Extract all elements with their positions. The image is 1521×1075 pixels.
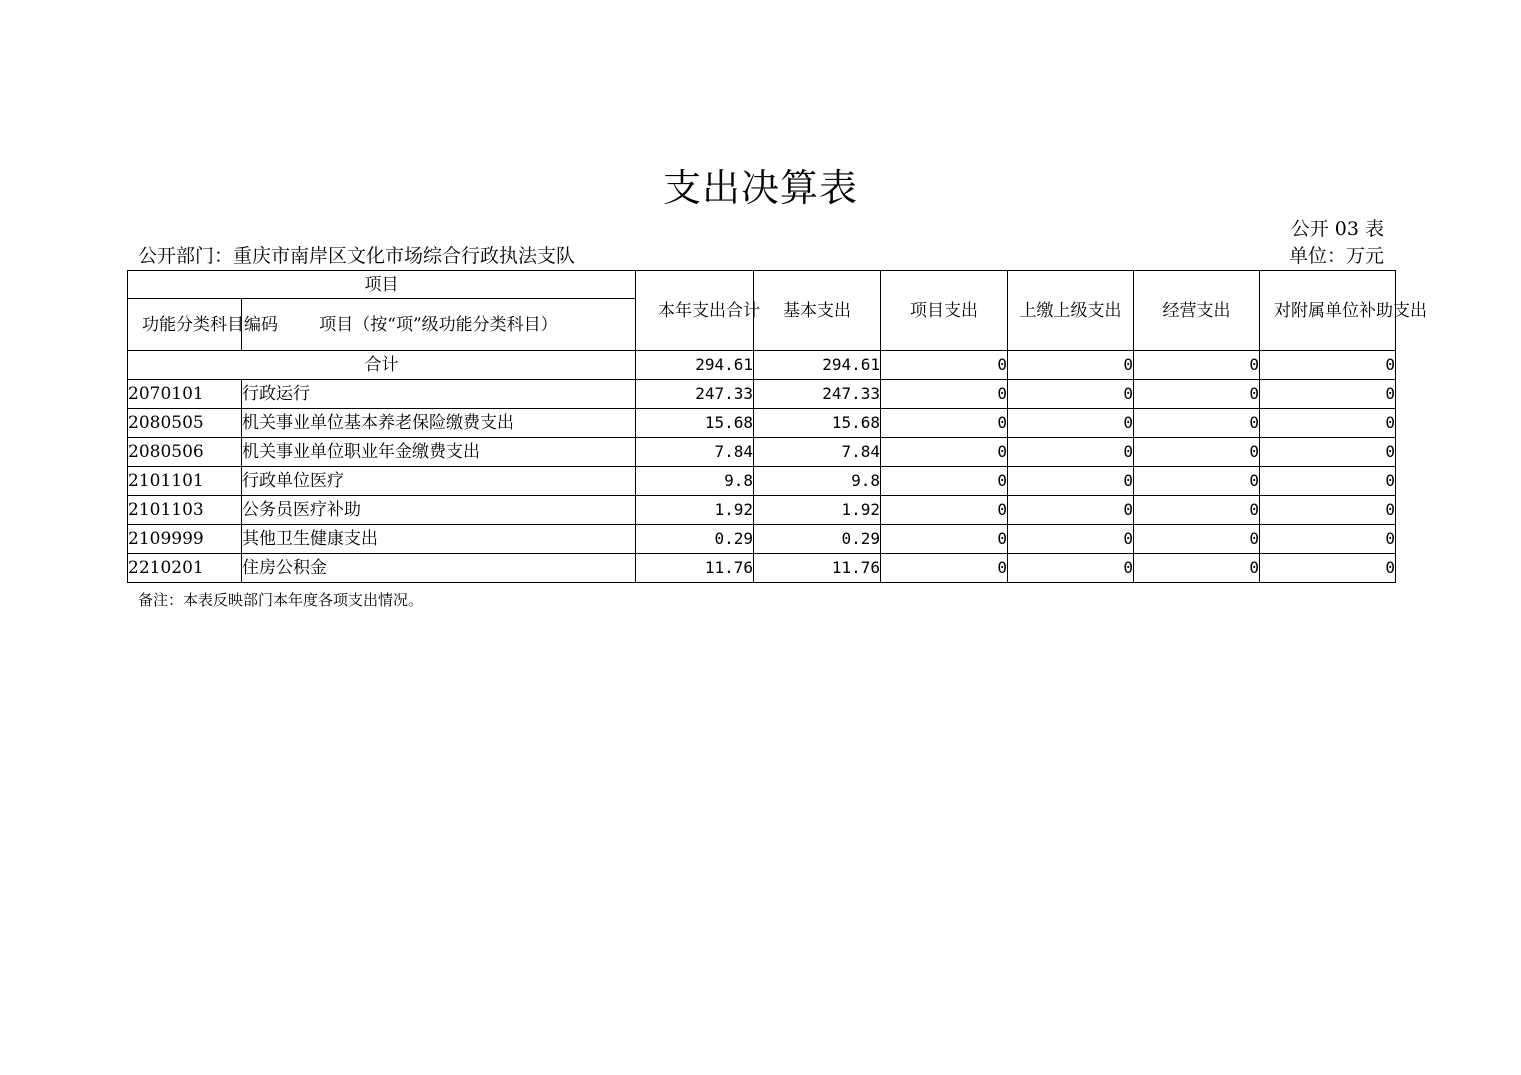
row-code: 2210201 [128,554,242,583]
total-row [128,351,1396,380]
total-label: 合计 [128,351,636,380]
row-subsidy: 0 [1260,380,1396,409]
table-row [128,496,1396,525]
table-row [128,409,1396,438]
header-code: 功能分类科目编码 [128,299,242,351]
header-project: 项目支出 [881,271,1008,351]
row-basic: 1.92 [754,496,881,525]
total-upper: 0 [1008,351,1134,380]
header-basic: 基本支出 [754,271,881,351]
header-upper: 上缴上级支出 [1008,271,1134,351]
row-project: 0 [881,380,1008,409]
row-name: 机关事业单位基本养老保险缴费支出 [242,409,636,438]
row-upper: 0 [1008,380,1134,409]
unit-label: 单位：万元 [1288,245,1384,267]
row-code: 2080506 [128,438,242,467]
row-name: 其他卫生健康支出 [242,525,636,554]
row-upper: 0 [1008,409,1134,438]
total-total: 294.61 [636,351,754,380]
row-name: 行政单位医疗 [242,467,636,496]
row-project: 0 [881,467,1008,496]
table-row [128,467,1396,496]
row-total: 7.84 [636,438,754,467]
row-upper: 0 [1008,554,1134,583]
row-name: 行政运行 [242,380,636,409]
row-total: 9.8 [636,467,754,496]
row-business: 0 [1134,380,1260,409]
row-total: 15.68 [636,409,754,438]
row-project: 0 [881,438,1008,467]
expenditure-table [127,270,1427,583]
row-upper: 0 [1008,438,1134,467]
row-project: 0 [881,496,1008,525]
header-name: 项目（按“项”级功能分类科目） [242,299,636,351]
total-basic: 294.61 [754,351,881,380]
row-subsidy: 0 [1260,496,1396,525]
row-code: 2080505 [128,409,242,438]
header-total: 本年支出合计 [636,271,754,351]
row-project: 0 [881,554,1008,583]
row-subsidy: 0 [1260,554,1396,583]
department-label: 公开部门：重庆市南岸区文化市场综合行政执法支队 [138,245,576,267]
total-project: 0 [881,351,1008,380]
row-name: 机关事业单位职业年金缴费支出 [242,438,636,467]
table-row [128,380,1396,409]
header-item-group: 项目 [128,271,636,299]
page-title: 支出决算表 [662,166,858,210]
row-basic: 7.84 [754,438,881,467]
row-total: 1.92 [636,496,754,525]
footnote: 备注：本表反映部门本年度各项支出情况。 [138,591,424,609]
total-subsidy: 0 [1260,351,1396,380]
row-subsidy: 0 [1260,525,1396,554]
row-business: 0 [1134,409,1260,438]
row-subsidy: 0 [1260,438,1396,467]
row-business: 0 [1134,554,1260,583]
row-upper: 0 [1008,496,1134,525]
total-business: 0 [1134,351,1260,380]
row-project: 0 [881,525,1008,554]
row-total: 0.29 [636,525,754,554]
row-subsidy: 0 [1260,467,1396,496]
row-business: 0 [1134,467,1260,496]
row-basic: 0.29 [754,525,881,554]
row-business: 0 [1134,525,1260,554]
table-row [128,438,1396,467]
row-basic: 247.33 [754,380,881,409]
row-code: 2101101 [128,467,242,496]
row-name: 公务员医疗补助 [242,496,636,525]
header-subsidy: 对附属单位补助支出 [1260,271,1396,351]
table-row [128,525,1396,554]
row-upper: 0 [1008,525,1134,554]
row-business: 0 [1134,438,1260,467]
row-code: 2070101 [128,380,242,409]
row-total: 11.76 [636,554,754,583]
row-total: 247.33 [636,380,754,409]
table-number: 公开 03 表 [1290,218,1384,240]
row-code: 2109999 [128,525,242,554]
header-business: 经营支出 [1134,271,1260,351]
row-basic: 15.68 [754,409,881,438]
row-project: 0 [881,409,1008,438]
row-basic: 11.76 [754,554,881,583]
row-business: 0 [1134,496,1260,525]
row-upper: 0 [1008,467,1134,496]
row-code: 2101103 [128,496,242,525]
table-row [128,554,1396,583]
row-name: 住房公积金 [242,554,636,583]
row-subsidy: 0 [1260,409,1396,438]
row-basic: 9.8 [754,467,881,496]
